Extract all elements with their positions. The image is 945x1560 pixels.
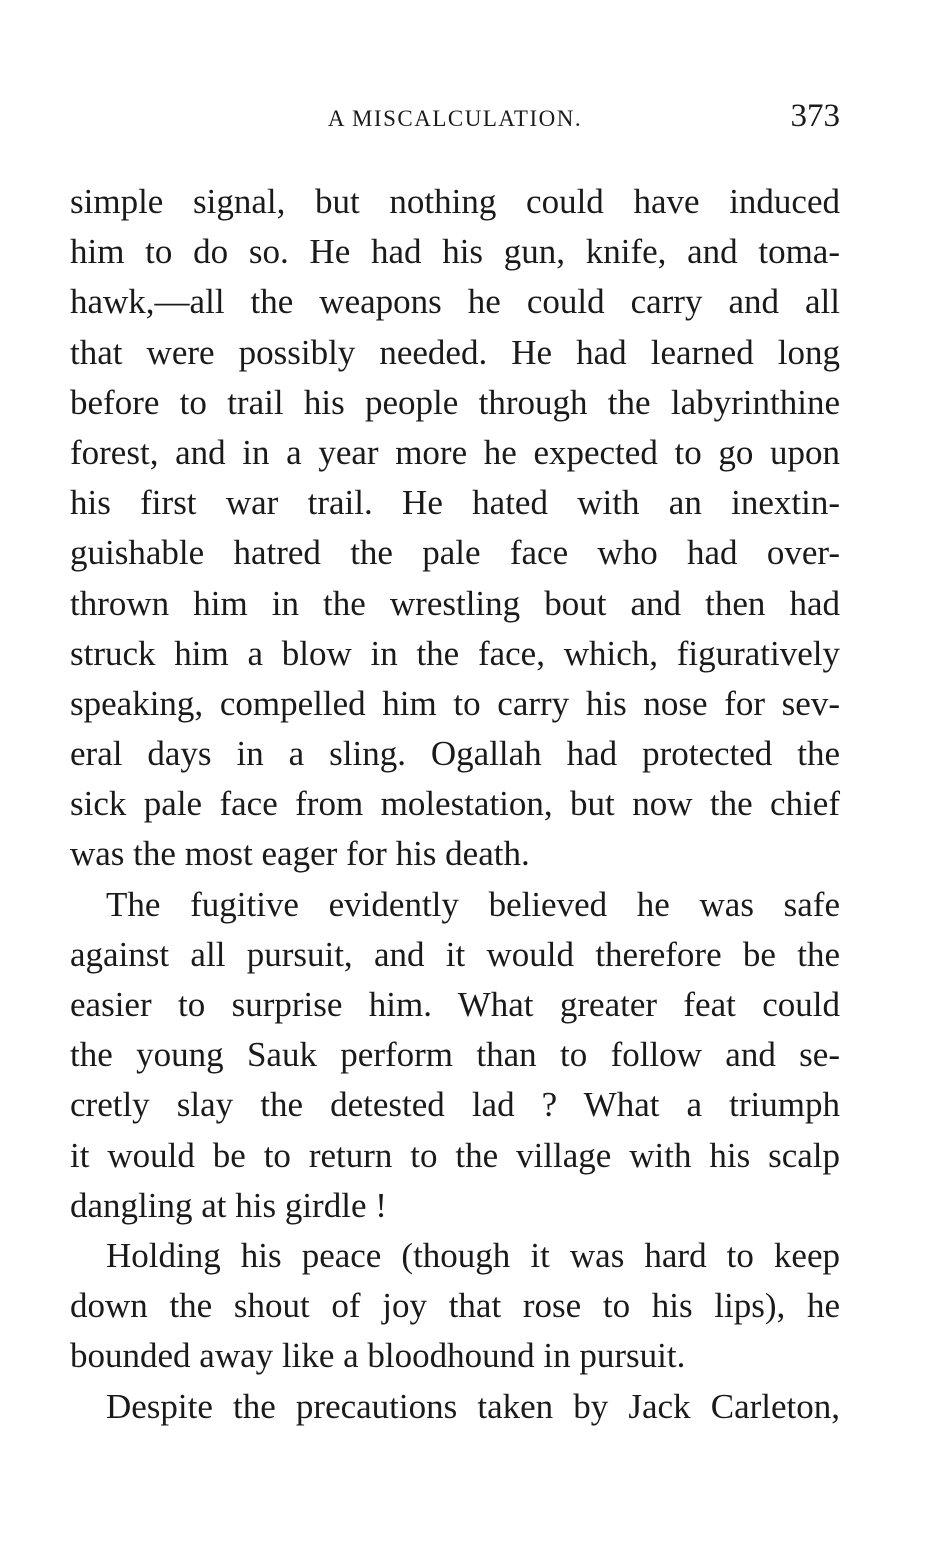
text-line: it would be to return to the village with his scalp (70, 1135, 840, 1175)
body-text (70, 177, 840, 1432)
text-line: cretly slay the detested lad ? What a triumph (70, 1085, 840, 1125)
text-line: The fugitive evidently believed he was safe (106, 884, 840, 924)
text-line: was the most eager for his death. (70, 834, 530, 874)
text-line: easier to surprise him. What greater feat could (70, 985, 840, 1024)
page-number: 373 (790, 98, 840, 134)
text-line: speaking, compelled him to carry his nose for sev- (70, 683, 840, 723)
running-title: A MISCALCULATION. (327, 106, 583, 131)
text-line: simple signal, but nothing could have induced (70, 182, 840, 221)
text-line: his first war trail. He hated with an inextin- (70, 483, 840, 523)
paragraph-3 (70, 1231, 840, 1382)
running-head (70, 98, 840, 138)
text-line: sick pale face from molestation, but now the chief (70, 784, 840, 824)
text-line: that were possibly needed. He had learned long (70, 332, 840, 372)
text-line: before to trail his people through the labyrinthine (70, 382, 840, 422)
text-line: him to do so. He had his gun, knife, and toma- (70, 232, 840, 272)
paragraph-2 (70, 880, 840, 1231)
text-line: forest, and in a year more he expected to go upon (70, 432, 840, 472)
text-line: down the shout of joy that rose to his lips), he (70, 1286, 840, 1326)
paragraph-1 (70, 177, 840, 880)
text-line: bounded away like a bloodhound in pursuit. (70, 1336, 686, 1376)
text-line: Holding his peace (though it was hard to keep (106, 1235, 840, 1275)
text-line: struck him a blow in the face, which, figuratively (70, 633, 840, 673)
text-line: eral days in a sling. Ogallah had protected the (70, 734, 840, 774)
text-line: thrown him in the wrestling bout and then had (70, 583, 840, 623)
paragraph-4 (70, 1382, 840, 1432)
text-line: guishable hatred the pale face who had over- (70, 533, 840, 573)
text-line: dangling at his girdle ! (70, 1185, 387, 1225)
text-line: against all pursuit, and it would therefore be the (70, 934, 840, 974)
text-line: the young Sauk perform than to follow and se- (70, 1035, 840, 1075)
text-line: hawk,—all the weapons he could carry and all (70, 282, 840, 322)
text-line: Despite the precautions taken by Jack Carleton, (106, 1386, 840, 1426)
